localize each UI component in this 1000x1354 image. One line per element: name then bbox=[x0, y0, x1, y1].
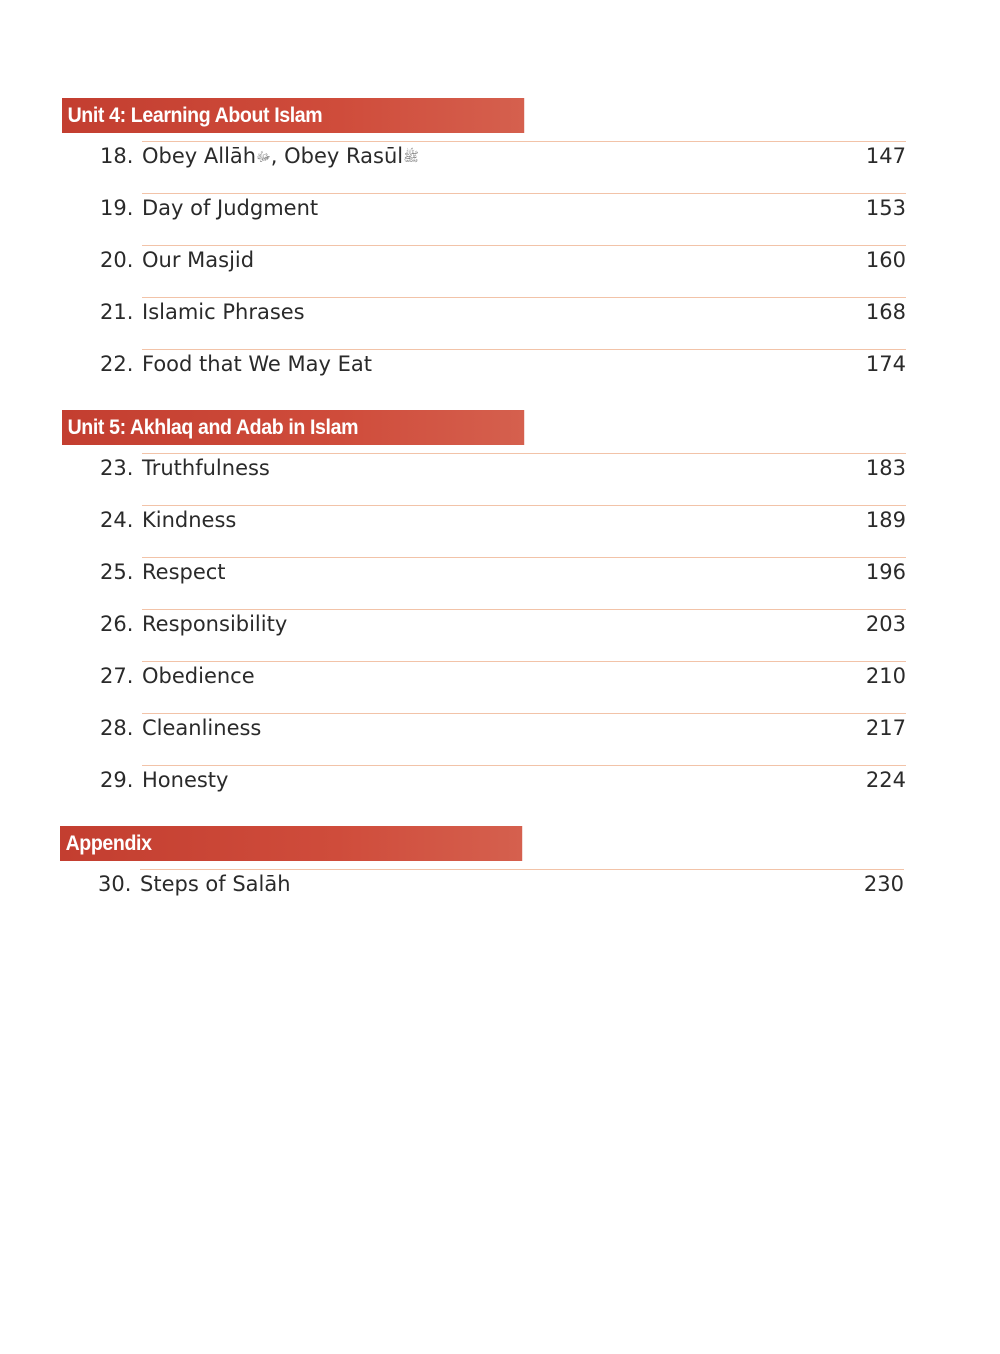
entry-page-number: 174 bbox=[865, 352, 906, 376]
entry-number: 26. bbox=[100, 612, 134, 636]
entry-rule bbox=[142, 609, 906, 610]
toc-entry-22[interactable] bbox=[62, 349, 906, 401]
toc-entry-20[interactable] bbox=[62, 245, 906, 297]
entry-number: 23. bbox=[100, 456, 134, 480]
unit-4-section bbox=[62, 98, 906, 401]
unit-5-entries bbox=[62, 453, 906, 817]
entry-title[interactable]: Steps of Salāh bbox=[140, 872, 291, 896]
toc-entry-30[interactable] bbox=[60, 869, 904, 921]
entry-number: 20. bbox=[100, 248, 134, 272]
entry-number: 30. bbox=[98, 872, 132, 896]
entry-number: 22. bbox=[100, 352, 134, 376]
entry-page-number: 230 bbox=[863, 872, 904, 896]
toc-entry-27[interactable] bbox=[62, 661, 906, 713]
entry-title[interactable]: Islamic Phrases bbox=[142, 300, 305, 324]
entry-rule bbox=[142, 661, 906, 662]
entry-page-number: 147 bbox=[865, 144, 906, 168]
entry-title[interactable]: Obedience bbox=[142, 664, 255, 688]
entry-rule bbox=[142, 141, 906, 142]
entry-page-number: 189 bbox=[865, 508, 906, 532]
entry-title[interactable] bbox=[142, 143, 419, 171]
entry-number: 27. bbox=[100, 664, 134, 688]
unit-5-section bbox=[62, 410, 906, 817]
entry-page-number: 196 bbox=[865, 560, 906, 584]
entry-page-number: 153 bbox=[865, 196, 906, 220]
entry-rule bbox=[142, 505, 906, 506]
toc-entry-25[interactable] bbox=[62, 557, 906, 609]
toc-entry-19[interactable] bbox=[62, 193, 906, 245]
entry-title[interactable]: Our Masjid bbox=[142, 248, 255, 272]
entry-number: 25. bbox=[100, 560, 134, 584]
entry-page-number: 224 bbox=[865, 768, 906, 792]
unit-4-entries bbox=[62, 141, 906, 401]
toc-entry-29[interactable] bbox=[62, 765, 906, 817]
entry-title[interactable]: Responsibility bbox=[142, 612, 288, 636]
entry-rule bbox=[142, 349, 906, 350]
entry-title-part-1: Obey Allāh bbox=[142, 144, 257, 168]
toc-entry-21[interactable] bbox=[62, 297, 906, 349]
entry-title[interactable]: Cleanliness bbox=[142, 716, 262, 740]
entry-page-number: 217 bbox=[865, 716, 906, 740]
entry-title[interactable]: Kindness bbox=[142, 508, 237, 532]
toc-entry-28[interactable] bbox=[62, 713, 906, 765]
appendix-header: Appendix bbox=[60, 826, 522, 861]
appendix-section bbox=[60, 826, 904, 921]
entry-rule bbox=[142, 557, 906, 558]
entry-page-number: 160 bbox=[865, 248, 906, 272]
entry-page-number: 183 bbox=[865, 456, 906, 480]
entry-title-part-2: , Obey Rasūl bbox=[270, 144, 404, 168]
unit-5-header: Unit 5: Akhlaq and Adab in Islam bbox=[62, 410, 524, 445]
entry-rule bbox=[142, 297, 906, 298]
entry-number: 24. bbox=[100, 508, 134, 532]
entry-title[interactable]: Food that We May Eat bbox=[142, 352, 372, 376]
entry-rule bbox=[142, 245, 906, 246]
entry-number: 18. bbox=[100, 144, 134, 168]
entry-title[interactable]: Honesty bbox=[142, 768, 229, 792]
entry-number: 19. bbox=[100, 196, 134, 220]
entry-number: 28. bbox=[100, 716, 134, 740]
appendix-entries bbox=[60, 869, 904, 921]
entry-page-number: 203 bbox=[865, 612, 906, 636]
entry-rule bbox=[140, 869, 904, 870]
toc-entry-24[interactable] bbox=[62, 505, 906, 557]
entry-rule bbox=[142, 713, 906, 714]
entry-rule bbox=[142, 765, 906, 766]
entry-title[interactable]: Day of Judgment bbox=[142, 196, 319, 220]
toc-entry-26[interactable] bbox=[62, 609, 906, 661]
entry-rule bbox=[142, 453, 906, 454]
entry-number: 21. bbox=[100, 300, 134, 324]
entry-page-number: 168 bbox=[865, 300, 906, 324]
toc-entry-18[interactable] bbox=[62, 141, 906, 193]
entry-rule bbox=[142, 193, 906, 194]
entry-title[interactable]: Respect bbox=[142, 560, 226, 584]
entry-title[interactable]: Truthfulness bbox=[142, 456, 270, 480]
entry-number: 29. bbox=[100, 768, 134, 792]
unit-4-header: Unit 4: Learning About Islam bbox=[62, 98, 524, 133]
toc-entry-23[interactable] bbox=[62, 453, 906, 505]
honorific-glyph-icon: ﷺ bbox=[403, 150, 419, 165]
entry-page-number: 210 bbox=[865, 664, 906, 688]
honorific-glyph-icon: ﷻ bbox=[256, 150, 271, 165]
